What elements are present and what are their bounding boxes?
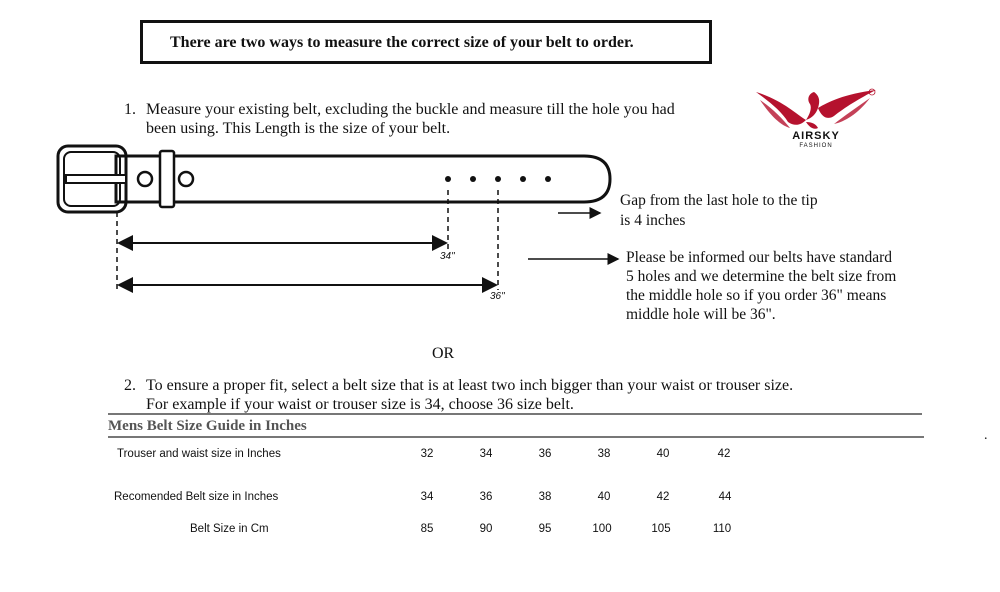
table-cell: 36 xyxy=(538,448,552,460)
table-cell: 105 xyxy=(651,523,671,535)
holes-note-line2: 5 holes and we determine the belt size from xyxy=(626,268,897,285)
step2-line2: For example if your waist or trouser size is 34, choose 36 size belt. xyxy=(146,396,574,413)
step2-line1: To ensure a proper fit, select a belt size that is at least two inch bigger than your waist or trouser size. xyxy=(146,377,794,394)
table-row-label-recommended: Recomended Belt size in Inches xyxy=(114,491,279,503)
table-cell: 34 xyxy=(479,448,493,460)
holes-note-line4: middle hole will be 36". xyxy=(626,306,776,323)
table-row-label-cm: Belt Size in Cm xyxy=(190,523,269,535)
table-cell: 110 xyxy=(712,523,732,535)
table-cell: 38 xyxy=(538,491,552,503)
table-cell: 90 xyxy=(479,523,493,535)
table-cell: 100 xyxy=(592,523,612,535)
table-cell: 44 xyxy=(718,491,732,503)
table-cell: 95 xyxy=(538,523,552,535)
logo-brand-name: AIRSKY xyxy=(792,130,840,142)
gap-note-line1: Gap from the last hole to the tip xyxy=(620,192,818,209)
step1-number: 1. xyxy=(124,101,136,118)
table-cell: 32 xyxy=(420,448,434,460)
step2-number: 2. xyxy=(124,377,136,394)
table-cell: 40 xyxy=(597,491,611,503)
headline-text: There are two ways to measure the correct size of your belt to order. xyxy=(170,34,634,51)
step1-line1: Measure your existing belt, excluding the buckle and measure till the hole you had xyxy=(146,101,675,118)
table-cell: 34 xyxy=(420,491,434,503)
table-cell: 42 xyxy=(656,491,670,503)
table-cell: 38 xyxy=(597,448,611,460)
marker-34-label: 34" xyxy=(440,251,455,262)
table-cell: 36 xyxy=(479,491,493,503)
holes-note-line3: the middle hole so if you order 36" means xyxy=(626,287,887,304)
table-cell: 42 xyxy=(717,448,731,460)
table-cell: 40 xyxy=(656,448,670,460)
logo-tagline: FASHION xyxy=(799,143,833,149)
step1-line2: been using. This Length is the size of your belt. xyxy=(146,120,451,137)
size-guide-title: Mens Belt Size Guide in Inches xyxy=(108,418,307,434)
table-cell: 85 xyxy=(420,523,434,535)
or-separator: OR xyxy=(432,345,455,362)
stray-dot: . xyxy=(984,428,988,443)
gap-note-line2: is 4 inches xyxy=(620,212,686,229)
table-row-label-waist: Trouser and waist size in Inches xyxy=(117,448,281,460)
marker-36-label: 36" xyxy=(490,291,505,302)
holes-note-line1: Please be informed our belts have standard xyxy=(626,249,892,266)
